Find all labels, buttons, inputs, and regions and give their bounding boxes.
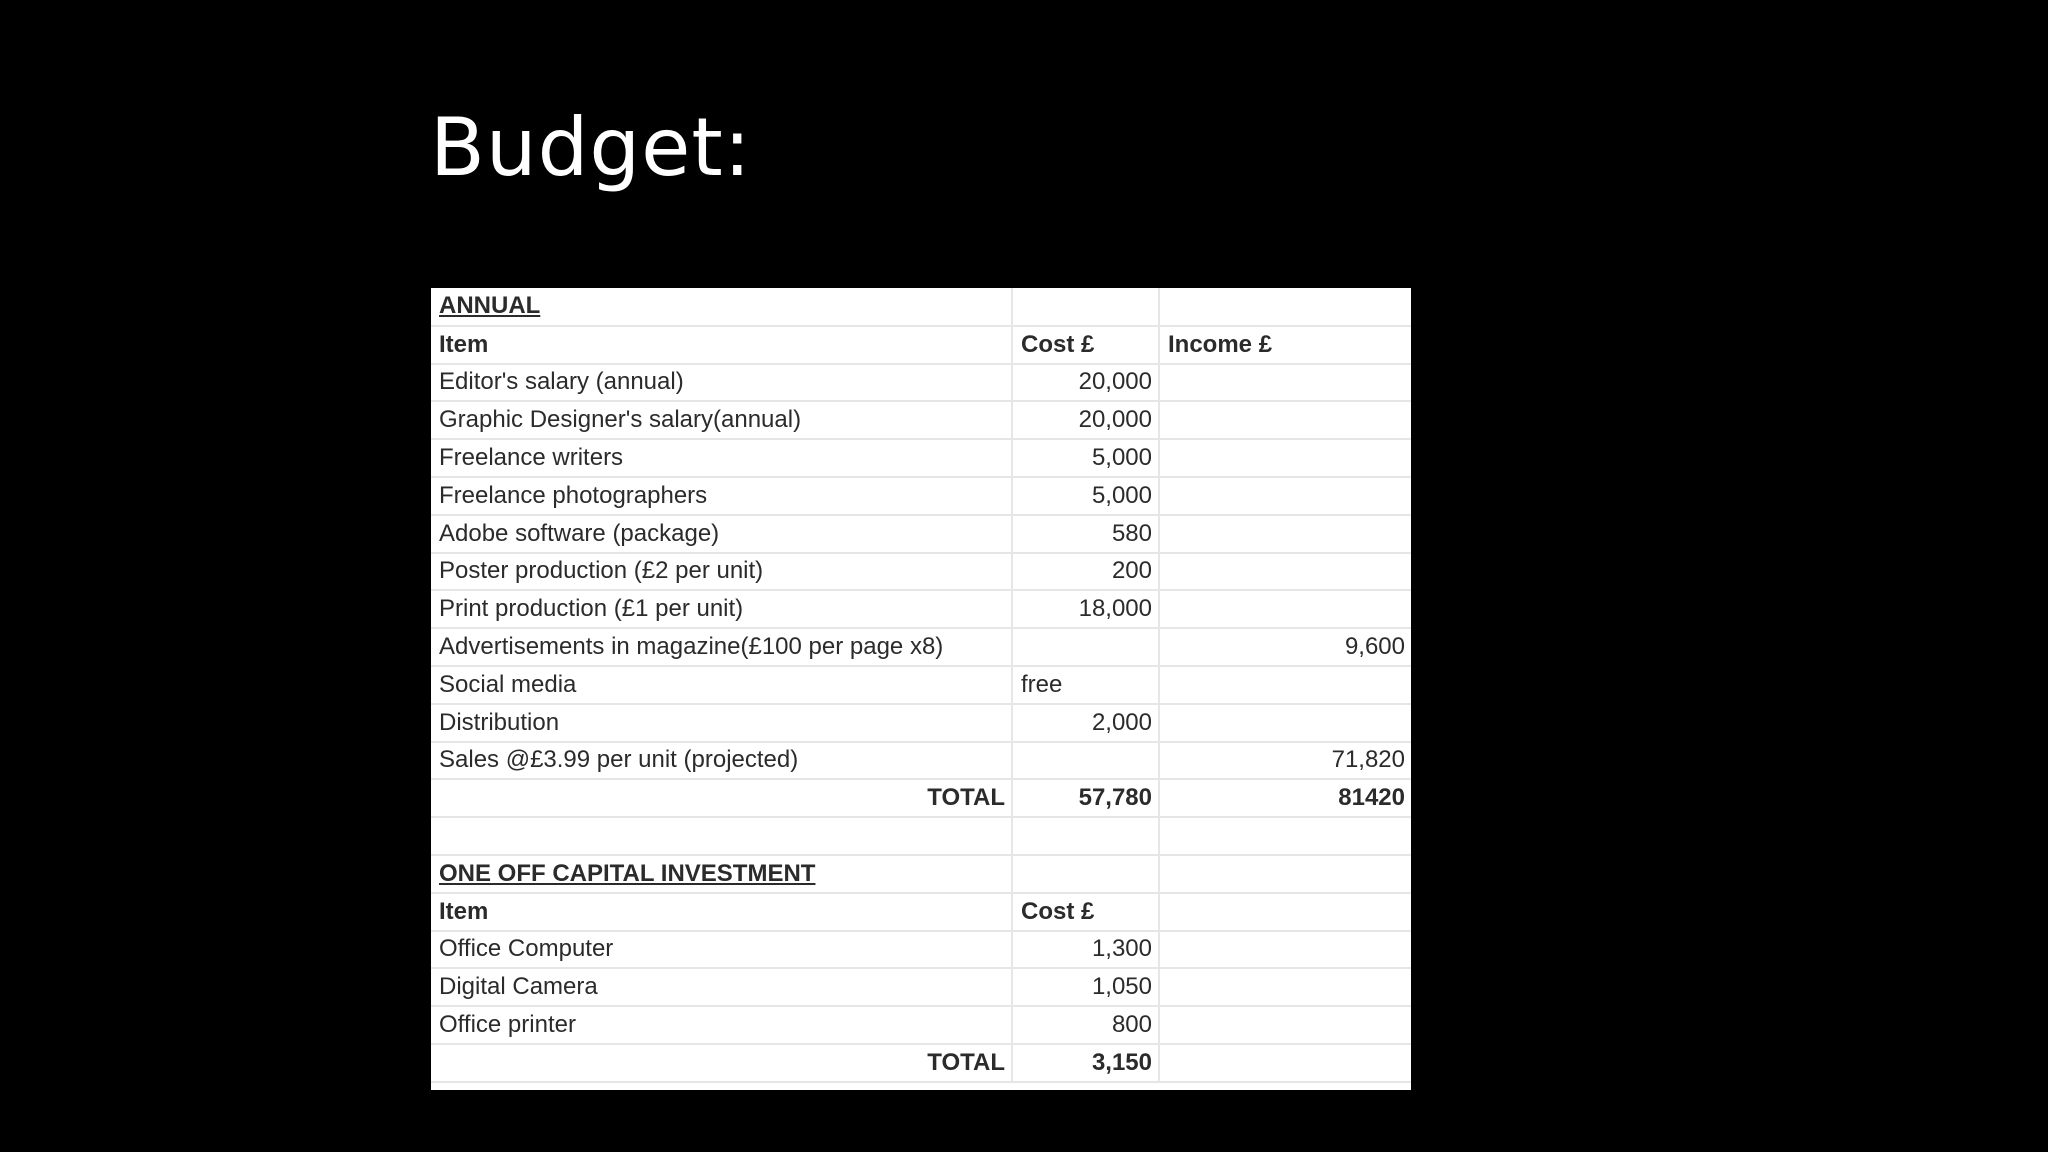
income-cell [1159, 515, 1411, 553]
cost-cell: 5,000 [1012, 439, 1159, 477]
item-cell: Editor's salary (annual) [431, 364, 1012, 402]
income-cell [1159, 401, 1411, 439]
annual-heading-row [431, 288, 1411, 326]
spacer-row [431, 817, 1411, 855]
empty-cell [1159, 1044, 1411, 1082]
cost-column-header: Cost £ [1012, 893, 1159, 931]
cost-column-header: Cost £ [1012, 326, 1159, 364]
table-row [431, 439, 1411, 477]
income-cell [1159, 364, 1411, 402]
empty-cell [1159, 817, 1411, 855]
table-row [431, 515, 1411, 553]
item-cell: Office Computer [431, 931, 1012, 969]
table-row [431, 401, 1411, 439]
cost-cell [1012, 742, 1159, 780]
annual-header-row [431, 326, 1411, 364]
total-income: 81420 [1159, 779, 1411, 817]
table-row [431, 742, 1411, 780]
item-cell: Adobe software (package) [431, 515, 1012, 553]
empty-cell [1159, 1006, 1411, 1044]
item-cell: Poster production (£2 per unit) [431, 553, 1012, 591]
cost-cell: 20,000 [1012, 364, 1159, 402]
income-cell [1159, 553, 1411, 591]
empty-cell [1012, 288, 1159, 326]
item-cell: Digital Camera [431, 968, 1012, 1006]
slide-title: Budget: [430, 101, 752, 194]
capital-heading-row [431, 855, 1411, 893]
annual-heading: ANNUAL [431, 288, 1012, 326]
income-cell: 9,600 [1159, 628, 1411, 666]
cost-cell: 18,000 [1012, 590, 1159, 628]
capital-header-row [431, 893, 1411, 931]
item-cell: Sales @£3.99 per unit (projected) [431, 742, 1012, 780]
item-column-header: Item [431, 326, 1012, 364]
item-cell: Social media [431, 666, 1012, 704]
table-row [431, 1006, 1411, 1044]
table-row [431, 968, 1411, 1006]
total-label: TOTAL [431, 1044, 1012, 1082]
cost-cell: 580 [1012, 515, 1159, 553]
table-row [431, 364, 1411, 402]
income-cell [1159, 704, 1411, 742]
table-row [431, 628, 1411, 666]
budget-spreadsheet [431, 288, 1411, 1090]
table-row [431, 553, 1411, 591]
cost-cell: 200 [1012, 553, 1159, 591]
income-cell [1159, 666, 1411, 704]
item-cell: Distribution [431, 704, 1012, 742]
empty-cell [1159, 931, 1411, 969]
empty-cell [1012, 817, 1159, 855]
empty-cell [1159, 893, 1411, 931]
empty-cell [1159, 968, 1411, 1006]
item-cell: Print production (£1 per unit) [431, 590, 1012, 628]
capital-total-row [431, 1044, 1411, 1082]
table-row [431, 590, 1411, 628]
table-row [431, 666, 1411, 704]
capital-heading: ONE OFF CAPITAL INVESTMENT [431, 855, 1012, 893]
total-label: TOTAL [431, 779, 1012, 817]
budget-table [431, 288, 1411, 1083]
empty-cell [1159, 855, 1411, 893]
empty-cell [1012, 855, 1159, 893]
cost-cell: 5,000 [1012, 477, 1159, 515]
cost-cell: free [1012, 666, 1159, 704]
item-cell: Freelance writers [431, 439, 1012, 477]
cost-cell: 2,000 [1012, 704, 1159, 742]
income-cell [1159, 590, 1411, 628]
item-cell: Office printer [431, 1006, 1012, 1044]
cost-cell: 1,300 [1012, 931, 1159, 969]
empty-cell [431, 817, 1012, 855]
item-cell: Freelance photographers [431, 477, 1012, 515]
table-row [431, 931, 1411, 969]
item-column-header: Item [431, 893, 1012, 931]
income-cell: 71,820 [1159, 742, 1411, 780]
total-cost: 3,150 [1012, 1044, 1159, 1082]
table-row [431, 704, 1411, 742]
income-cell [1159, 439, 1411, 477]
annual-total-row [431, 779, 1411, 817]
income-cell [1159, 477, 1411, 515]
table-row [431, 477, 1411, 515]
cost-cell: 800 [1012, 1006, 1159, 1044]
cost-cell: 20,000 [1012, 401, 1159, 439]
empty-cell [1159, 288, 1411, 326]
cost-cell [1012, 628, 1159, 666]
total-cost: 57,780 [1012, 779, 1159, 817]
cost-cell: 1,050 [1012, 968, 1159, 1006]
item-cell: Advertisements in magazine(£100 per page x8) [431, 628, 1012, 666]
income-column-header: Income £ [1159, 326, 1411, 364]
item-cell: Graphic Designer's salary(annual) [431, 401, 1012, 439]
